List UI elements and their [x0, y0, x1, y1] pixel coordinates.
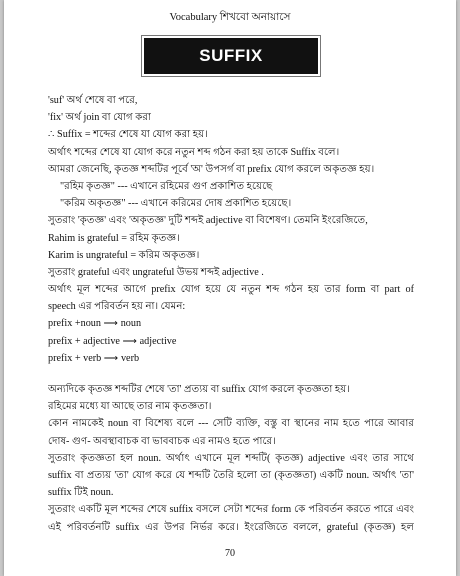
paragraph-gap: [48, 367, 414, 381]
text-line: Rahim is grateful = রহিম কৃতজ্ঞ।: [48, 232, 180, 244]
body-text: [48, 92, 414, 536]
text-line: সুতরাং কৃতজ্ঞতা হল noun. অর্থাৎ এখানে মূল শব্দটি( কৃতজ্ঞ) adjective এবং তার সাথে: [48, 452, 414, 464]
text-line: সুতরাং 'কৃতজ্ঞ' এবং 'অকৃতজ্ঞ' দুটি শব্দই adjective বা বিশেষণ। তেমনি ইংরেজিতে,: [48, 215, 368, 227]
text-line: suffix টিই noun.: [48, 487, 114, 499]
text-line: সুতরাং grateful এবং ungrateful উভয় শব্দই adjective .: [48, 266, 264, 278]
text-line: দোষ- গুণ- অবস্থাবাচক বা ভাববাচক এর নামও হতে পারে।: [48, 435, 276, 447]
text-line: "করিম অকৃতজ্ঞ" --- এখানে করিমের দোষ প্রকাশিত হয়েছে।: [60, 198, 292, 210]
text-line: অর্থাৎ মূল শব্দের আগে prefix যোগ হয়ে যে নতুন শব্দ গঠন হয় তার form বা part of: [48, 284, 414, 296]
text-line: আমরা জেনেছি, কৃতজ্ঞ শব্দটির পূর্বে 'অ' উপসর্গ বা prefix যোগ করলে অকৃতজ্ঞ হয়।: [48, 163, 375, 175]
rule-line: prefix + adjective ⟶ adjective: [48, 335, 177, 347]
rule-line: prefix + verb ⟶ verb: [48, 352, 140, 364]
page-number: 70: [225, 548, 235, 559]
running-head: Vocabulary শিখবো অনায়াসে: [169, 12, 291, 23]
page-title: SUFFIX: [144, 38, 318, 74]
text-line: 'suf' অর্থ শেষে বা পরে,: [48, 95, 138, 106]
rule-line: prefix +noun ⟶ noun: [48, 318, 142, 330]
text-line: সুতরাং একটি মূল শব্দের শেষে suffix বসলে সেটা শব্দের form কে পরিবর্তন করতে পারে এবং: [48, 504, 414, 516]
text-line: Karim is ungrateful = করিম অকৃতজ্ঞ।: [48, 249, 200, 261]
text-line: suffix বা প্রত্যয় 'তা' যোগ করে যে শব্দটি তৈরি হলো তা (কৃতজ্ঞতা) একটি noun. অর্থাৎ 'তা': [48, 469, 414, 481]
text-line: কোন নামকেই noun বা বিশেষ্য বলে --- সেটি ব্যক্তি, বস্তু বা স্থানের নাম হতে পারে আবার: [48, 418, 414, 430]
text-line: "রহিম কৃতজ্ঞ" --- এখানে রহিমের গুণ প্রকাশিত হয়েছে: [60, 180, 273, 192]
text-line: অর্থাৎ শব্দের শেষে যা যোগ করে নতুন শব্দ গঠন করা হয় তাকে Suffix বলে।: [48, 146, 340, 158]
text-line: অন্যদিকে কৃতজ্ঞ শব্দটির শেষে 'তা' প্রত্যয় বা suffix যোগ করলে কৃতজ্ঞতা হয়।: [48, 384, 350, 395]
text-line: এই পরিবর্তনটি suffix এর উপর নির্ভর করে। ইংরেজিতে বললে, grateful (কৃতজ্ঞ) হল: [48, 521, 414, 533]
text-line: 'fix' অর্থ join বা যোগ করা: [48, 112, 151, 124]
page-sheet: [4, 0, 456, 576]
text-line: রহিমের মধ্যে যা আছে তার নাম কৃতজ্ঞতা।: [48, 401, 212, 413]
text-line: ∴ Suffix = শব্দের শেষে যা যোগ করা হয়।: [48, 129, 208, 141]
text-line: speech এর পরিবর্তন হয় না। যেমন:: [48, 301, 186, 313]
